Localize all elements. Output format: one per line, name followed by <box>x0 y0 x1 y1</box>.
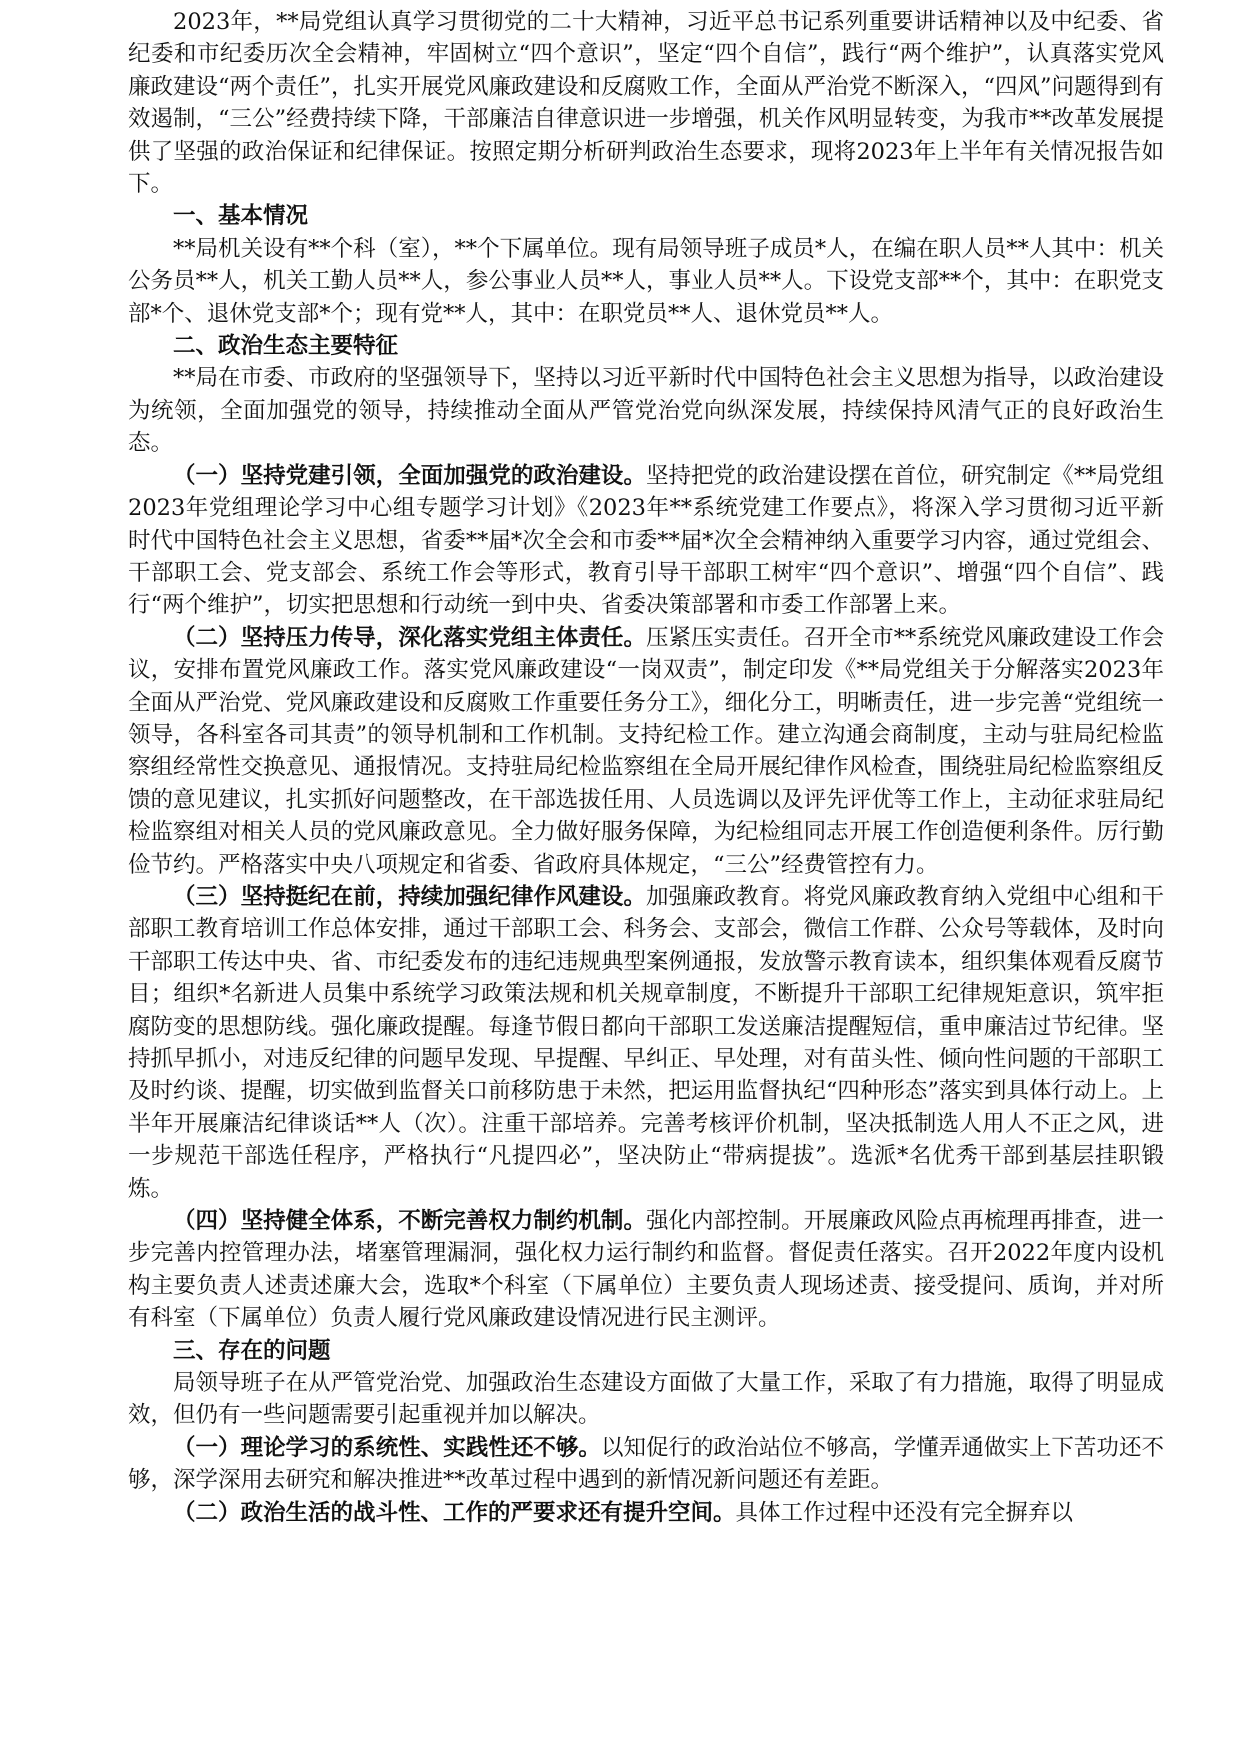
item-text: 强化内部控制。开展廉政风险点再梳理再排查，进一步完善内控管理办法，堵塞管理漏洞，强化权力运行制约和监督。督促责任落实。召开2022年度内设机构主要负责人述责述廉大会，选取*个科室（下属单位）主要负责人现场述责、接受提问、质询，并对所有科室（下属单位）负责人履行党风廉政建设情况进行民主测评。 <box>128 1208 1164 1332</box>
section-1-heading: 一、基本情况 <box>173 203 309 230</box>
item-title: （四）坚持健全体系，不断完善权力制约机制。 <box>173 1208 646 1235</box>
section-2-heading: 二、政治生态主要特征 <box>173 333 399 360</box>
section-2-item-3 <box>128 881 1164 1205</box>
section-2-item-4 <box>128 1205 1164 1335</box>
section-2-item-1 <box>128 460 1164 622</box>
item-text: 加强廉政教育。将党风廉政教育纳入党组中心组和干部职工教育培训工作总体安排，通过干部职工会、科务会、支部会，微信工作群、公众号等载体，及时向干部职工传达中央、省、市纪委发布的违纪违规典型案例通报，发放警示教育读本，组织集体观看反腐节目；组织*名新进人员集中系统学习政策法规和机关规章制度，不断提升干部职工纪律规矩意识，筑牢拒腐防变的思想防线。强化廉政提醒。每逢节假日都向干部职工发送廉洁提醒短信，重申廉洁过节纪律。坚持抓早抓小，对违反纪律的问题早发现、早提醒、早纠正、早处理，对有苗头性、倾向性问题的干部职工及时约谈、提醒，切实做到监督关口前移防患于未然，把运用监督执纪“四种形态”落实到具体行动上。上半年开展廉洁纪律谈话**人（次）。注重干部培养。完善考核评价机制，坚决抵制选人用人不正之风，进一步规范干部选任程序，严格执行“凡提四必”，坚决防止“带病提拔”。选派*名优秀干部到基层挂职锻炼。 <box>128 883 1164 1202</box>
intro-paragraph: 2023年，**局党组认真学习贯彻党的二十大精神，习近平总书记系列重要讲话精神以及中纪委、省纪委和市纪委历次全会精神，牢固树立“四个意识”，坚定“四个自信”，践行“两个维护”，认真落实党风廉政建设“两个责任”，扎实开展党风廉政建设和反腐败工作，全面从严治党不断深入，“四风”问题得到有效遏制，“三公”经费持续下降，干部廉洁自律意识进一步增强，机关作风明显转变，为我市**改革发展提供了坚强的政治保证和纪律保证。按照定期分析研判政治生态要求，现将2023年上半年有关情况报告如下。 <box>128 9 1165 198</box>
item-title: （一）理论学习的系统性、实践性还不够。 <box>173 1434 601 1461</box>
document-page <box>128 0 1164 1529</box>
item-title: （一）坚持党建引领，全面加强党的政治建设。 <box>173 462 646 489</box>
section-2-item-2 <box>128 622 1164 881</box>
section-1-body: **局机关设有**个科（室），**个下属单位。现有局领导班子成员*人，在编在职人员**人其中：机关公务员**人，机关工勤人员**人，参公事业人员**人，事业人员**人。下设党支部**个，其中：在职党支部*个、退休党支部*个；现有党**人，其中：在职党员**人、退休党员**人。 <box>128 235 1164 327</box>
section-3-item-1 <box>128 1432 1164 1497</box>
section-2-body: **局在市委、市政府的坚强领导下，坚持以习近平新时代中国特色社会主义思想为指导，以政治建设为统领，全面加强党的领导，持续推动全面从严管党治党向纵深发展，持续保持风清气正的良好政治生态。 <box>128 365 1164 457</box>
item-title: （二）坚持压力传导，深化落实党组主体责任。 <box>173 624 646 651</box>
item-text: 具体工作过程中还没有完全摒弃以 <box>735 1499 1074 1526</box>
item-text: 以知促行的政治站位不够高，学懂弄通做实上下苦功还不够，深学深用去研究和解决推进**改革过程中遇到的新情况新问题还有差距。 <box>128 1434 1164 1494</box>
item-text: 压紧压实责任。召开全市**系统党风廉政建设工作会议，安排布置党风廉政工作。落实党风廉政建设“一岗双责”，制定印发《**局党组关于分解落实2023年全面从严治党、党风廉政建设和反腐败工作重要任务分工》，细化分工，明晰责任，进一步完善“党组统一领导，各科室各司其责”的领导机制和工作机制。支持纪检工作。建立沟通会商制度，主动与驻局纪检监察组经常性交换意见、通报情况。支持驻局纪检监察组在全局开展纪律作风检查，围绕驻局纪检监察组反馈的意见建议，扎实抓好问题整改，在干部选拔任用、人员选调以及评先评优等工作上，主动征求驻局纪检监察组对相关人员的党风廉政意见。全力做好服务保障，为纪检组同志开展工作创造便利条件。厉行勤俭节约。严格落实中央八项规定和省委、省政府具体规定，“三公”经费管控有力。 <box>128 624 1164 878</box>
item-title: （三）坚持挺纪在前，持续加强纪律作风建设。 <box>173 883 646 910</box>
section-3-item-2 <box>128 1497 1164 1529</box>
section-3-heading: 三、存在的问题 <box>173 1337 331 1364</box>
item-title: （二）政治生活的战斗性、工作的严要求还有提升空间。 <box>173 1499 736 1526</box>
section-3-body: 局领导班子在从严管党治党、加强政治生态建设方面做了大量工作，采取了有力措施，取得了明显成效，但仍有一些问题需要引起重视并加以解决。 <box>128 1370 1164 1429</box>
item-text: 坚持把党的政治建设摆在首位，研究制定《**局党组2023年党组理论学习中心组专题学习计划》《2023年**系统党建工作要点》，将深入学习贯彻习近平新时代中国特色社会主义思想，省委**届*次全会和市委**届*次全会精神纳入重要学习内容，通过党组会、干部职工会、党支部会、系统工作会等形式，教育引导干部职工树牢“四个意识”、增强“四个自信”、践行“两个维护”，切实把思想和行动统一到中央、省委决策部署和市委工作部署上来。 <box>128 462 1164 619</box>
